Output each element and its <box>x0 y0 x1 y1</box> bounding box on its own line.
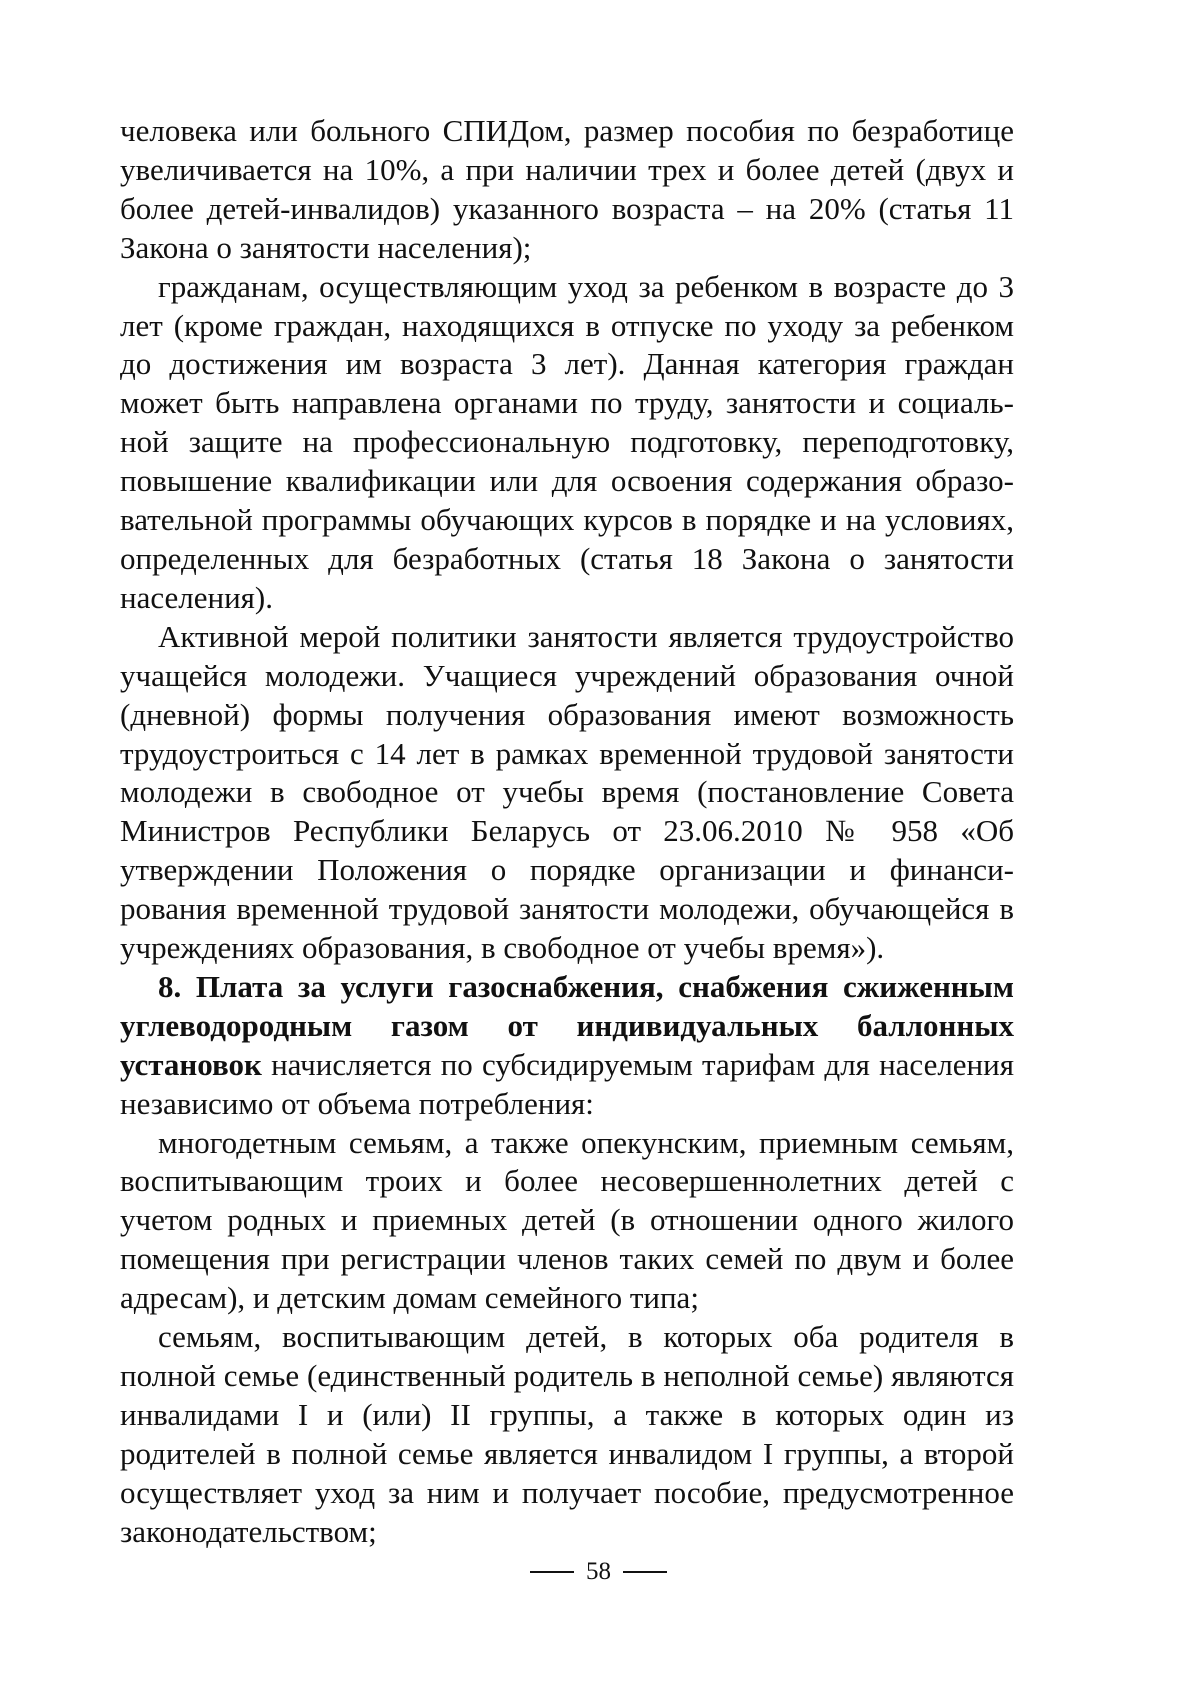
page-number: 58 <box>586 1558 611 1585</box>
body-text <box>120 112 1014 1552</box>
gas-supply-text: начисляется по субсидируемым тарифам для населения независимо от объема потребления: <box>120 1046 1014 1121</box>
paragraph-disabled-parents: семьям, воспитывающим детей, в которых оба родителя в полной семье (единственный родитель в неполной семье) являются инвалидами I и (или) II группы, а также в которых один из родителей в полной семье является инвалидом I группы, а второй осуществляет уход за ним и получает пособие, предусмотренное законодательством; <box>120 1319 1014 1549</box>
footer-rule-left <box>530 1571 574 1573</box>
footer-rule-right <box>623 1571 667 1573</box>
page-footer <box>0 1558 1197 1586</box>
section-heading: 8. Плата за услуги газоснабжения, снабжения сжиженным углеводородным газом от индивидуальных баллонных установок <box>120 968 1014 1082</box>
paragraph-youth-employment: Активной мерой политики занятости является трудоустройство учащейся молодежи. Учащиеся учреждений образования очной (дневной) формы получения образования имеют возможность трудоустроиться с 14 лет в рамках временной трудовой занятости молодежи в свободное от учебы время (постановление Совета Министров Республики Беларусь от 23.06.2010 № 958 «Об утверждении Положения о порядке организации и финансирования временной трудовой занятости молодежи, обучающейся в учреждениях образования, в свободное от учебы время»). <box>120 618 1014 966</box>
paragraph-large-families: многодетным семьям, а также опекунским, приемным семьям, воспитывающим троих и более несовершеннолетних детей с учетом родных и приемных детей (в отношении одного жилого помещения при регистрации членов таких семей по двум и более адресам), и детским домам семейного типа; <box>120 1124 1014 1316</box>
paragraph-gas-supply <box>120 968 1014 1124</box>
paragraph-childcare-citizens: гражданам, осуществляющим уход за ребенком в возрасте до 3 лет (кроме граждан, находящихся в отпуске по уходу за ребенком до достижения им возраста 3 лет). Данная категория граждан может быть направлена органами по труду, занятости и социальной защите на профессиональную подготовку, переподготовку, повышение квалификации или для освоения содержания образовательной программы обучающих курсов в порядке и на условиях, определенных для безработных (статья 18 Закона о занятости населения). <box>120 268 1014 615</box>
paragraph-continuation: человека или больного СПИДом, размер пособия по безработице увеличивается на 10%, а при наличии трех и более детей (двух и более детей-инвалидов) указанного возраста – на 20% (статья 11 Закона о занятости населения); <box>120 113 1014 265</box>
